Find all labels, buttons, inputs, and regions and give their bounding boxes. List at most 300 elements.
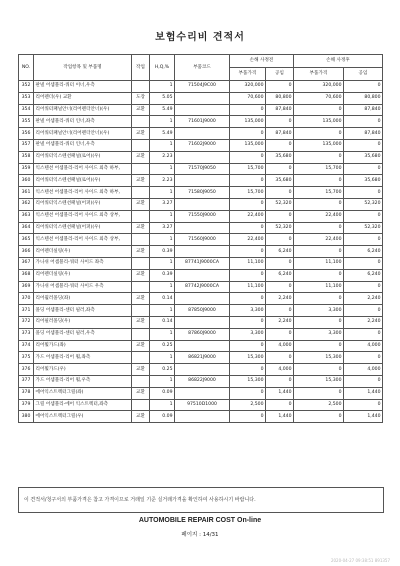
- cell-after-labor: 0: [344, 257, 383, 269]
- table-row: [19, 411, 383, 423]
- cell-part-code: [175, 128, 230, 140]
- cell-operation: 교환: [132, 387, 150, 399]
- cell-operation: 교환: [132, 198, 150, 210]
- cell-before-labor: 0: [266, 210, 294, 222]
- cell-work-item: 가니쉬 어셈블리-쿼터 사이드 우측: [34, 281, 132, 293]
- table-row: [19, 234, 383, 246]
- cell-after-labor: 87,840: [344, 104, 383, 116]
- cell-part-code: 87860J9000: [175, 328, 230, 340]
- cell-no: 358: [19, 151, 34, 163]
- cell-no: 352: [19, 81, 34, 93]
- disclaimer-note: 이 견적서/청구서의 부품가격은 참고 가격이므로 거래일 기준 실거래가격을 확인하여 사용하시기 바랍니다.: [18, 487, 384, 513]
- cell-after-part-price: 15,300: [294, 352, 344, 364]
- header-operation: 작업: [132, 55, 150, 81]
- cell-operation: 교환: [132, 175, 150, 187]
- cell-no: 364: [19, 222, 34, 234]
- cell-before-part-price: 0: [230, 411, 266, 423]
- cell-after-part-price: 135,000: [294, 116, 344, 128]
- cell-work-item: 몰딩 어셈블리-센터 필러,우측: [34, 328, 132, 340]
- cell-hqty: 0.25: [150, 340, 175, 352]
- cell-no: 353: [19, 92, 34, 104]
- cell-hqty: 2.23: [150, 151, 175, 163]
- cell-after-part-price: 11,100: [294, 257, 344, 269]
- table-row: [19, 210, 383, 222]
- cell-no: 379: [19, 399, 34, 411]
- cell-operation: 교환: [132, 246, 150, 258]
- cell-before-part-price: 0: [230, 222, 266, 234]
- cell-no: 365: [19, 234, 34, 246]
- cell-after-labor: 52,320: [344, 198, 383, 210]
- cell-work-item: 리어펜더실링(우): [34, 246, 132, 258]
- table-row: [19, 128, 383, 140]
- cell-before-part-price: 135,000: [230, 116, 266, 128]
- cell-operation: [132, 281, 150, 293]
- cell-operation: [132, 328, 150, 340]
- cell-hqty: 0.39: [150, 246, 175, 258]
- page-number: 페이지 : 14/31: [181, 532, 219, 538]
- cell-before-labor: 0: [266, 375, 294, 387]
- cell-after-labor: 35,680: [344, 175, 383, 187]
- header-after-part-price: 부품가격: [294, 68, 344, 81]
- cell-no: 355: [19, 116, 34, 128]
- cell-before-part-price: 0: [230, 198, 266, 210]
- cell-operation: 교환: [132, 316, 150, 328]
- cell-after-labor: 80,800: [344, 92, 383, 104]
- cell-work-item: 리어쿼터패널안너(리어펜더안너)(우): [34, 128, 132, 140]
- cell-hqty: 5.49: [150, 128, 175, 140]
- cell-before-part-price: 15,300: [230, 352, 266, 364]
- cell-before-labor: 0: [266, 81, 294, 93]
- table-row: [19, 163, 383, 175]
- cell-before-labor: 87,840: [266, 104, 294, 116]
- table-row: [19, 305, 383, 317]
- cell-operation: [132, 234, 150, 246]
- header-work-item: 작업항목 및 부품명: [34, 55, 132, 81]
- cell-after-part-price: 22,400: [294, 234, 344, 246]
- header-hqty: H,Q,%: [150, 55, 175, 81]
- cell-hqty: 3.27: [150, 222, 175, 234]
- cell-no: 373: [19, 328, 34, 340]
- cell-after-labor: 4,000: [344, 340, 383, 352]
- cell-part-code: 86821J9000: [175, 352, 230, 364]
- cell-before-labor: 2,240: [266, 293, 294, 305]
- cell-no: 354: [19, 104, 34, 116]
- cell-before-part-price: 15,700: [230, 187, 266, 199]
- cell-hqty: 0.25: [150, 364, 175, 376]
- cell-before-labor: 87,840: [266, 128, 294, 140]
- cell-before-labor: 1,440: [266, 411, 294, 423]
- cell-part-code: [175, 151, 230, 163]
- cell-work-item: 익스텐션 어셈블리-리어 사이드 외측 상부,: [34, 234, 132, 246]
- cell-before-part-price: 11,100: [230, 281, 266, 293]
- cell-after-part-price: 70,600: [294, 92, 344, 104]
- cell-before-part-price: 0: [230, 387, 266, 399]
- table-row: [19, 198, 383, 210]
- cell-after-labor: 0: [344, 305, 383, 317]
- cell-after-part-price: 0: [294, 104, 344, 116]
- cell-before-part-price: 0: [230, 175, 266, 187]
- cell-before-labor: 0: [266, 352, 294, 364]
- print-timestamp: 2020-04-27 09:38:51 891357: [330, 558, 390, 563]
- cell-before-part-price: 11,100: [230, 257, 266, 269]
- cell-no: 366: [19, 246, 34, 258]
- cell-no: 371: [19, 305, 34, 317]
- cell-after-part-price: 0: [294, 411, 344, 423]
- cell-after-labor: 0: [344, 352, 383, 364]
- cell-hqty: 1: [150, 399, 175, 411]
- table-row: [19, 352, 383, 364]
- cell-before-part-price: 15,700: [230, 163, 266, 175]
- cell-part-code: [175, 269, 230, 281]
- cell-before-part-price: 320,000: [230, 81, 266, 93]
- cell-part-code: [175, 387, 230, 399]
- table-row: [19, 139, 383, 151]
- cell-after-part-price: 15,700: [294, 163, 344, 175]
- cell-after-part-price: 0: [294, 175, 344, 187]
- cell-before-labor: 0: [266, 187, 294, 199]
- header-part-code: 부품코드: [175, 55, 230, 81]
- cell-after-part-price: 0: [294, 222, 344, 234]
- cell-before-labor: 6,240: [266, 246, 294, 258]
- cell-before-part-price: 3,300: [230, 328, 266, 340]
- cell-before-labor: 0: [266, 305, 294, 317]
- cell-after-part-price: 15,700: [294, 187, 344, 199]
- table-row: [19, 257, 383, 269]
- cell-no: 362: [19, 198, 34, 210]
- cell-part-code: 71550J9000: [175, 210, 230, 222]
- cell-before-part-price: 2,500: [230, 399, 266, 411]
- cell-part-code: 71570J9050: [175, 163, 230, 175]
- cell-no: 378: [19, 387, 34, 399]
- cell-part-code: 71601J9000: [175, 116, 230, 128]
- cell-after-labor: 1,440: [344, 411, 383, 423]
- cell-hqty: 1: [150, 305, 175, 317]
- header-before-part-price: 부품가격: [230, 68, 266, 81]
- cell-hqty: 1: [150, 81, 175, 93]
- cell-hqty: 5.05: [150, 92, 175, 104]
- cell-before-labor: 0: [266, 399, 294, 411]
- cell-part-code: [175, 340, 230, 352]
- cell-work-item: 판넬 어셈블리-쿼터 이너,우측: [34, 81, 132, 93]
- cell-after-part-price: 22,400: [294, 210, 344, 222]
- cell-after-labor: 4,000: [344, 364, 383, 376]
- cell-before-labor: 35,680: [266, 151, 294, 163]
- cell-before-labor: 0: [266, 139, 294, 151]
- cell-after-part-price: 0: [294, 246, 344, 258]
- table-row: [19, 293, 383, 305]
- cell-operation: 교환: [132, 104, 150, 116]
- cell-hqty: 1: [150, 116, 175, 128]
- header-before-labor: 공임: [266, 68, 294, 81]
- cell-work-item: 리어휠가드(좌): [34, 340, 132, 352]
- cell-part-code: 87850J9000: [175, 305, 230, 317]
- cell-before-labor: 52,320: [266, 198, 294, 210]
- cell-after-part-price: 0: [294, 364, 344, 376]
- cell-part-code: [175, 293, 230, 305]
- cell-no: 372: [19, 316, 34, 328]
- cell-after-labor: 0: [344, 163, 383, 175]
- cell-no: 367: [19, 257, 34, 269]
- cell-before-labor: 4,000: [266, 364, 294, 376]
- cell-operation: [132, 116, 150, 128]
- cell-before-labor: 0: [266, 163, 294, 175]
- header-after-labor: 공임: [344, 68, 383, 81]
- cell-hqty: 1: [150, 187, 175, 199]
- cell-hqty: 1: [150, 163, 175, 175]
- cell-before-part-price: 22,400: [230, 210, 266, 222]
- cell-work-item: 리어펜더실링(우): [34, 269, 132, 281]
- cell-operation: 교환: [132, 222, 150, 234]
- table-row: [19, 246, 383, 258]
- cell-before-part-price: 0: [230, 269, 266, 281]
- table-row: [19, 187, 383, 199]
- cell-part-code: [175, 316, 230, 328]
- cell-before-part-price: 0: [230, 293, 266, 305]
- cell-work-item: 리어펜더(우) 교환: [34, 92, 132, 104]
- cell-operation: 교환: [132, 128, 150, 140]
- cell-work-item: 가드 어셈블리-리어 휠,우측: [34, 375, 132, 387]
- table-row: [19, 340, 383, 352]
- cell-hqty: 1: [150, 375, 175, 387]
- cell-operation: 교환: [132, 340, 150, 352]
- cell-hqty: 2.23: [150, 175, 175, 187]
- cell-after-part-price: 3,300: [294, 328, 344, 340]
- cell-work-item: 리어쿼터익스텐션패널(어퍼)(우): [34, 198, 132, 210]
- cell-after-part-price: 0: [294, 128, 344, 140]
- cell-after-part-price: 0: [294, 387, 344, 399]
- cell-before-part-price: 0: [230, 364, 266, 376]
- cell-part-code: 71602J9000: [175, 139, 230, 151]
- cell-before-labor: 35,680: [266, 175, 294, 187]
- cell-before-part-price: 0: [230, 104, 266, 116]
- cell-part-code: [175, 92, 230, 104]
- cell-operation: [132, 257, 150, 269]
- cell-before-labor: 0: [266, 116, 294, 128]
- cell-work-item: 그릴 어셈블리-에어 익스트렉터,좌측: [34, 399, 132, 411]
- cell-before-labor: 6,240: [266, 269, 294, 281]
- cell-after-part-price: 0: [294, 316, 344, 328]
- footer-brand: AUTOMOBILE REPAIR COST On-line: [138, 517, 262, 524]
- cell-hqty: 0.09: [150, 387, 175, 399]
- cell-after-labor: 35,680: [344, 151, 383, 163]
- cell-no: 380: [19, 411, 34, 423]
- cell-before-part-price: 0: [230, 340, 266, 352]
- cell-operation: [132, 375, 150, 387]
- cell-after-part-price: 0: [294, 151, 344, 163]
- cell-before-part-price: 15,300: [230, 375, 266, 387]
- estimate-rows: [19, 81, 383, 423]
- table-row: [19, 116, 383, 128]
- cell-hqty: 1: [150, 281, 175, 293]
- cell-no: 363: [19, 210, 34, 222]
- cell-after-labor: 0: [344, 187, 383, 199]
- cell-no: 359: [19, 163, 34, 175]
- cell-after-labor: 52,320: [344, 222, 383, 234]
- cell-after-part-price: 0: [294, 293, 344, 305]
- cell-after-part-price: 3,300: [294, 305, 344, 317]
- cell-after-labor: 0: [344, 375, 383, 387]
- cell-before-labor: 80,800: [266, 92, 294, 104]
- cell-part-code: [175, 175, 230, 187]
- table-row: [19, 222, 383, 234]
- cell-no: 357: [19, 139, 34, 151]
- cell-after-labor: 0: [344, 210, 383, 222]
- cell-work-item: 리어쿼터익스텐션패널(어퍼)(우): [34, 222, 132, 234]
- cell-after-labor: 2,240: [344, 293, 383, 305]
- cell-before-labor: 4,000: [266, 340, 294, 352]
- cell-work-item: 익스텐션 어셈블리-리어 사이드 외측 상부,: [34, 210, 132, 222]
- cell-part-code: 71504J9C00: [175, 81, 230, 93]
- cell-part-code: [175, 104, 230, 116]
- cell-after-labor: 0: [344, 234, 383, 246]
- table-row: [19, 399, 383, 411]
- cell-work-item: 판넬 어셈블리-쿼터 인너,좌측: [34, 116, 132, 128]
- cell-hqty: 3.27: [150, 198, 175, 210]
- cell-no: 360: [19, 175, 34, 187]
- cell-hqty: 1: [150, 328, 175, 340]
- cell-operation: 교환: [132, 411, 150, 423]
- cell-after-labor: 0: [344, 399, 383, 411]
- cell-after-part-price: 135,000: [294, 139, 344, 151]
- cell-no: 369: [19, 281, 34, 293]
- cell-part-code: 86822J9000: [175, 375, 230, 387]
- cell-part-code: [175, 222, 230, 234]
- cell-part-code: [175, 246, 230, 258]
- cell-after-labor: 0: [344, 81, 383, 93]
- cell-operation: 교환: [132, 364, 150, 376]
- cell-work-item: 리어쿼터익스텐션패널(로어)(우): [34, 151, 132, 163]
- cell-no: 377: [19, 375, 34, 387]
- cell-hqty: 1: [150, 352, 175, 364]
- cell-hqty: 0.14: [150, 316, 175, 328]
- table-row: [19, 104, 383, 116]
- cell-after-part-price: 11,100: [294, 281, 344, 293]
- cell-before-part-price: 3,300: [230, 305, 266, 317]
- cell-after-labor: 0: [344, 116, 383, 128]
- cell-before-labor: 2,240: [266, 316, 294, 328]
- cell-after-labor: 1,440: [344, 387, 383, 399]
- header-after-assessment: 손해 사정후: [294, 55, 383, 68]
- cell-no: 370: [19, 293, 34, 305]
- cell-after-part-price: 0: [294, 340, 344, 352]
- table-row: [19, 175, 383, 187]
- cell-part-code: 71580J9050: [175, 187, 230, 199]
- cell-before-part-price: 0: [230, 316, 266, 328]
- cell-hqty: 1: [150, 139, 175, 151]
- cell-hqty: 1: [150, 234, 175, 246]
- cell-no: 376: [19, 364, 34, 376]
- cell-work-item: 익스텐션 어셈블리-리어 사이드 외측 하부,: [34, 187, 132, 199]
- cell-operation: [132, 81, 150, 93]
- cell-part-code: 97510D1000: [175, 399, 230, 411]
- table-row: [19, 269, 383, 281]
- cell-operation: [132, 399, 150, 411]
- table-row: [19, 328, 383, 340]
- cell-after-part-price: 15,300: [294, 375, 344, 387]
- cell-operation: 교환: [132, 293, 150, 305]
- cell-operation: [132, 187, 150, 199]
- cell-operation: 교환: [132, 151, 150, 163]
- cell-before-part-price: 135,000: [230, 139, 266, 151]
- cell-work-item: 리어휠가드(우): [34, 364, 132, 376]
- cell-after-labor: 0: [344, 328, 383, 340]
- cell-work-item: 판넬 어셈블리-쿼터 인너,우측: [34, 139, 132, 151]
- cell-work-item: 리어필러몰딩(우): [34, 316, 132, 328]
- cell-before-labor: 52,320: [266, 222, 294, 234]
- cell-after-labor: 2,240: [344, 316, 383, 328]
- table-row: [19, 92, 383, 104]
- cell-work-item: 리어쿼터패널안너(리어펜더안너)(우): [34, 104, 132, 116]
- cell-operation: 교환: [132, 269, 150, 281]
- cell-no: 375: [19, 352, 34, 364]
- cell-work-item: 익스텐션 어셈블리-리어 사이드 외측 하부,: [34, 163, 132, 175]
- cell-before-part-price: 0: [230, 128, 266, 140]
- table-row: [19, 316, 383, 328]
- cell-operation: [132, 163, 150, 175]
- cell-work-item: 리어윌러몰딩(좌): [34, 293, 132, 305]
- cell-no: 374: [19, 340, 34, 352]
- cell-after-labor: 0: [344, 139, 383, 151]
- header-before-assessment: 손해 사정전: [230, 55, 294, 68]
- cell-work-item: 몰딩 어셈블리-센터 필러,좌측: [34, 305, 132, 317]
- cell-part-code: 87742J9000CA: [175, 281, 230, 293]
- cell-hqty: 1: [150, 257, 175, 269]
- table-row: [19, 81, 383, 93]
- cell-operation: [132, 139, 150, 151]
- cell-before-labor: 0: [266, 281, 294, 293]
- cell-before-part-price: 70,600: [230, 92, 266, 104]
- cell-work-item: 에어익스트렉터그릴(좌): [34, 387, 132, 399]
- cell-part-code: 87741J9000CA: [175, 257, 230, 269]
- cell-work-item: 리어쿼터익스텐션패널(로어)(우): [34, 175, 132, 187]
- cell-hqty: 0.09: [150, 411, 175, 423]
- cell-operation: [132, 352, 150, 364]
- cell-before-labor: 0: [266, 234, 294, 246]
- cell-hqty: 1: [150, 210, 175, 222]
- cell-part-code: [175, 198, 230, 210]
- cell-hqty: 0.14: [150, 293, 175, 305]
- table-row: [19, 375, 383, 387]
- cell-operation: [132, 305, 150, 317]
- cell-after-part-price: 320,000: [294, 81, 344, 93]
- cell-before-labor: 0: [266, 328, 294, 340]
- cell-after-part-price: 0: [294, 269, 344, 281]
- cell-after-labor: 6,240: [344, 246, 383, 258]
- cell-after-labor: 0: [344, 281, 383, 293]
- cell-no: 368: [19, 269, 34, 281]
- cell-no: 361: [19, 187, 34, 199]
- cell-work-item: 가드 어셈블리-리어 휠,좌측: [34, 352, 132, 364]
- table-row: [19, 281, 383, 293]
- cell-operation: [132, 210, 150, 222]
- cell-part-code: 71560J9000: [175, 234, 230, 246]
- cell-before-labor: 0: [266, 257, 294, 269]
- page-title: 보험수리비 견적서: [155, 32, 245, 43]
- table-row: [19, 364, 383, 376]
- cell-before-part-price: 22,400: [230, 234, 266, 246]
- cell-before-part-price: 0: [230, 151, 266, 163]
- table-row: [19, 151, 383, 163]
- cell-part-code: [175, 411, 230, 423]
- cell-no: 356: [19, 128, 34, 140]
- cell-after-part-price: 0: [294, 198, 344, 210]
- table-row: [19, 387, 383, 399]
- cell-before-labor: 1,440: [266, 387, 294, 399]
- cell-work-item: 가니쉬 어셈블리-쿼터 사이드 좌측: [34, 257, 132, 269]
- cell-hqty: 5.49: [150, 104, 175, 116]
- cell-hqty: 0.39: [150, 269, 175, 281]
- cell-after-labor: 87,840: [344, 128, 383, 140]
